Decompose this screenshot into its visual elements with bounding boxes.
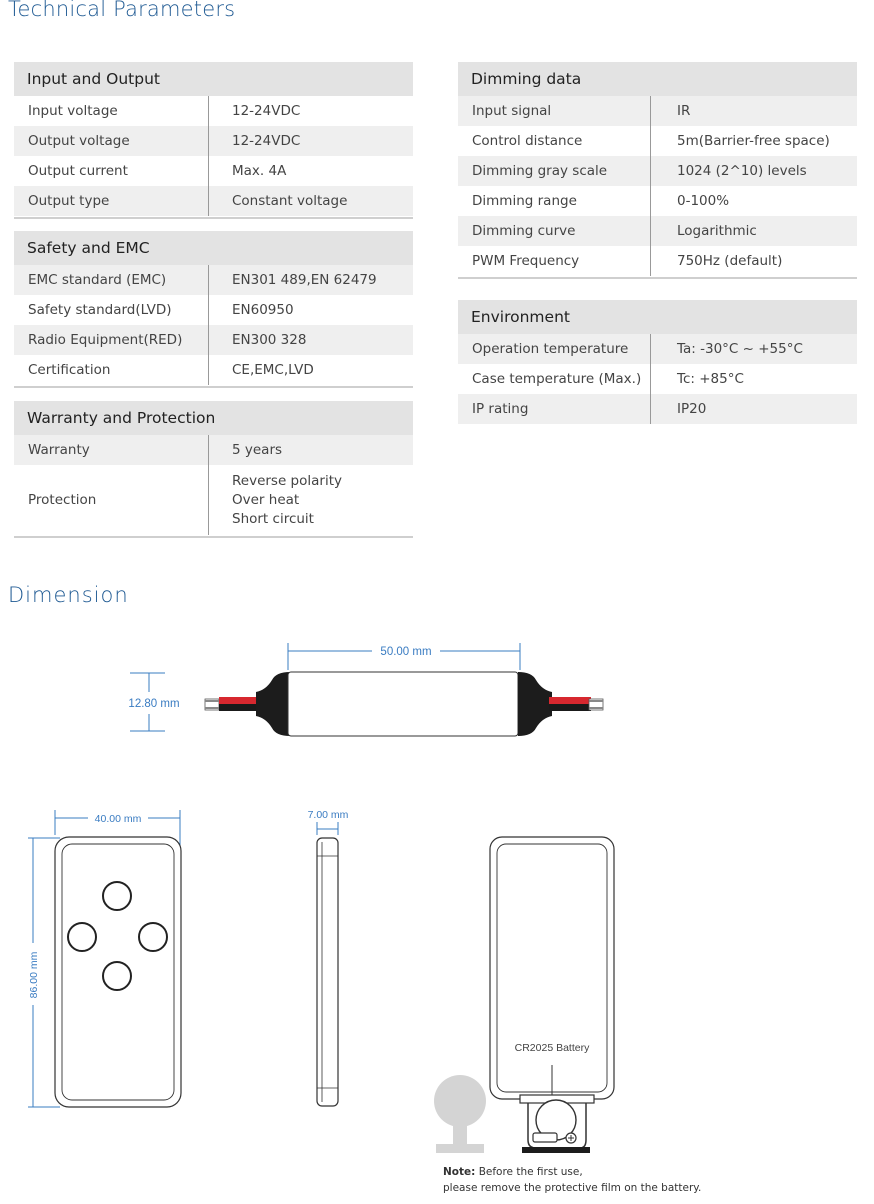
row-label: IP rating bbox=[458, 394, 651, 424]
row-value: Constant voltage bbox=[232, 193, 348, 209]
table-row bbox=[14, 96, 413, 126]
row-value: 0-100% bbox=[677, 193, 730, 209]
table-row bbox=[458, 394, 857, 424]
table-row bbox=[14, 465, 413, 535]
row-value: 5m(Barrier-free space) bbox=[677, 133, 830, 149]
table-row bbox=[14, 355, 413, 385]
table-row bbox=[458, 364, 857, 394]
battery-holder bbox=[520, 1095, 594, 1153]
protection-item: Over heat bbox=[232, 491, 300, 508]
row-value: 1024 (2^10) levels bbox=[677, 163, 807, 179]
remote-thickness-label: 7.00 mm bbox=[307, 809, 349, 821]
table-row bbox=[14, 156, 413, 186]
row-value: 12-24VDC bbox=[232, 103, 301, 119]
receiver-length-dimension bbox=[288, 643, 520, 670]
dimension-drawings bbox=[0, 584, 874, 1204]
table-row bbox=[14, 435, 413, 465]
row-value: IR bbox=[677, 103, 691, 119]
note-line1: Before the first use, bbox=[478, 1166, 583, 1178]
table-header: Warranty and Protection bbox=[14, 401, 413, 435]
remote-front-view bbox=[55, 837, 181, 1107]
table-divider bbox=[14, 385, 413, 388]
note-label: Note: bbox=[443, 1166, 476, 1178]
protection-item: Short circuit bbox=[232, 510, 314, 527]
row-label: Output type bbox=[14, 186, 209, 216]
table-row bbox=[458, 334, 857, 364]
battery-note bbox=[443, 1164, 701, 1196]
row-value: 5 years bbox=[232, 442, 283, 458]
row-label: Output voltage bbox=[14, 126, 209, 156]
table-row bbox=[458, 156, 857, 186]
table-row bbox=[458, 186, 857, 216]
row-label: Dimming gray scale bbox=[458, 156, 651, 186]
row-label: EMC standard (EMC) bbox=[14, 265, 209, 295]
row-label: Dimming range bbox=[458, 186, 651, 216]
dimming-data-table bbox=[458, 62, 857, 279]
row-value: Ta: -30°C ~ +55°C bbox=[677, 341, 803, 357]
row-label: Control distance bbox=[458, 126, 651, 156]
row-value: IP20 bbox=[677, 401, 707, 417]
row-label: Output current bbox=[14, 156, 209, 186]
row-value: Tc: +85°C bbox=[677, 371, 744, 387]
row-value: EN60950 bbox=[232, 302, 294, 318]
table-row bbox=[458, 96, 857, 126]
table-row bbox=[14, 186, 413, 216]
row-value: Logarithmic bbox=[677, 223, 757, 239]
receiver-height-label: 12.80 mm bbox=[128, 698, 180, 710]
safety-emc-table bbox=[14, 231, 413, 388]
dimension-title: Dimension bbox=[8, 583, 129, 607]
battery-label: CR2025 Battery bbox=[514, 1042, 590, 1054]
table-row bbox=[14, 265, 413, 295]
table-row bbox=[14, 295, 413, 325]
warranty-protection-table bbox=[14, 401, 413, 538]
environment-table bbox=[458, 300, 857, 424]
row-label: Dimming curve bbox=[458, 216, 651, 246]
remote-height-label: 86.00 mm bbox=[28, 951, 40, 999]
row-label: Warranty bbox=[14, 435, 209, 465]
technical-parameters-title: Technical Parameters bbox=[8, 0, 236, 21]
row-label: PWM Frequency bbox=[458, 246, 651, 276]
input-output-table bbox=[14, 62, 413, 219]
table-header: Safety and EMC bbox=[14, 231, 413, 265]
protection-item: Reverse polarity bbox=[232, 472, 342, 489]
row-value: Max. 4A bbox=[232, 163, 287, 179]
row-value bbox=[209, 465, 342, 535]
row-label: Input signal bbox=[458, 96, 651, 126]
table-row bbox=[458, 126, 857, 156]
table-divider bbox=[14, 535, 413, 538]
row-value: 12-24VDC bbox=[232, 133, 301, 149]
row-label: Operation temperature bbox=[458, 334, 651, 364]
row-label: Radio Equipment(RED) bbox=[14, 325, 209, 355]
row-label: Safety standard(LVD) bbox=[14, 295, 209, 325]
table-row bbox=[458, 216, 857, 246]
remote-width-label: 40.00 mm bbox=[94, 813, 142, 825]
receiver-device bbox=[205, 672, 603, 736]
receiver-height-dimension bbox=[128, 673, 179, 731]
remote-thickness-dimension bbox=[308, 809, 349, 835]
row-label: Input voltage bbox=[14, 96, 209, 126]
row-label: Certification bbox=[14, 355, 209, 385]
table-row bbox=[458, 246, 857, 276]
table-header: Input and Output bbox=[14, 62, 413, 96]
table-row bbox=[14, 126, 413, 156]
battery-icon bbox=[434, 1075, 486, 1153]
table-divider bbox=[14, 216, 413, 219]
row-value: EN301 489,EN 62479 bbox=[232, 272, 377, 288]
remote-side-view bbox=[317, 838, 338, 1106]
table-row bbox=[14, 325, 413, 355]
row-value: EN300 328 bbox=[232, 332, 307, 348]
table-header: Dimming data bbox=[458, 62, 857, 96]
remote-back-view bbox=[490, 837, 614, 1110]
row-value: 750Hz (default) bbox=[677, 253, 783, 269]
table-header: Environment bbox=[458, 300, 857, 334]
receiver-length-label: 50.00 mm bbox=[380, 646, 432, 658]
note-line2: please remove the protective film on the battery. bbox=[443, 1182, 702, 1194]
row-label: Protection bbox=[14, 465, 209, 535]
table-divider bbox=[458, 276, 857, 279]
row-value: CE,EMC,LVD bbox=[232, 362, 314, 378]
row-label: Case temperature (Max.) bbox=[458, 364, 651, 394]
